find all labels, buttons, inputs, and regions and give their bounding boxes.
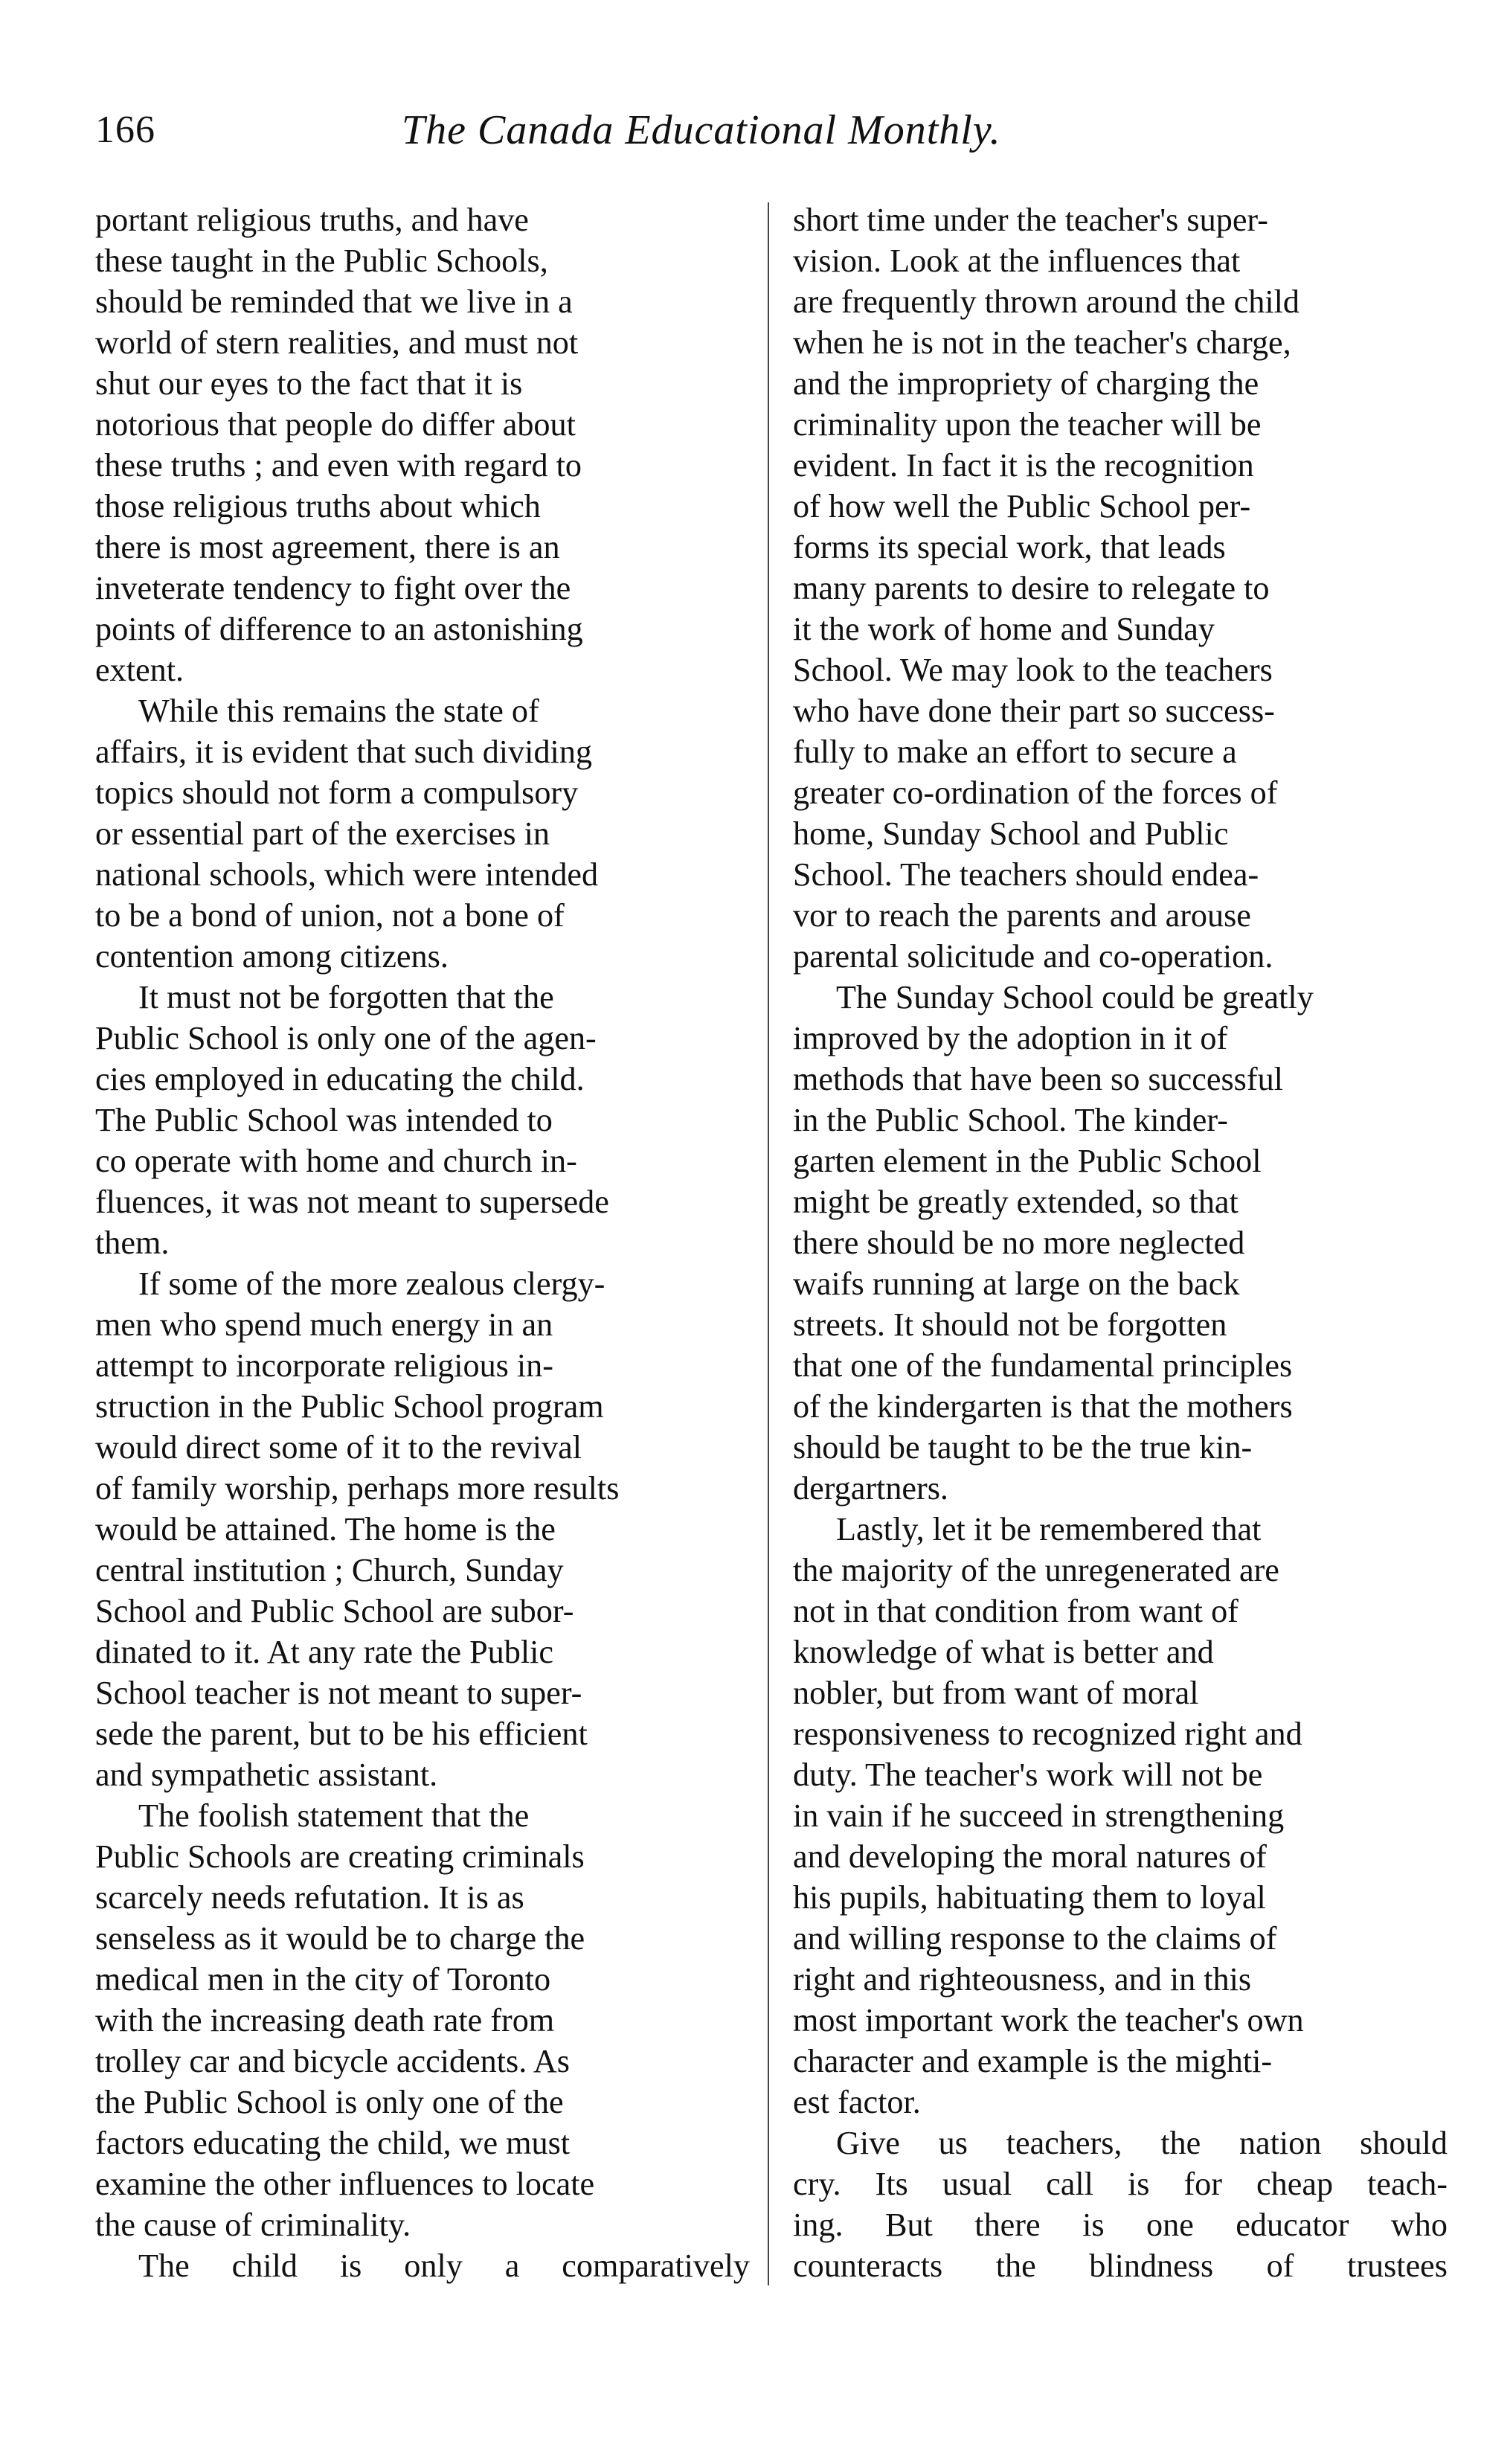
paragraph: portant religious truths, and have these taught in the Public Schools, should be reminded that we live in a world of stern realities, and must not shut our eyes to the fact that it is notorious that people do differ about these truths ; and even with regard to those religious truths about which there is most agreement, there is an inveterate tendency to fight over the points of difference to an astonishing extent. — [95, 202, 583, 688]
paragraph: The Sunday School could be greatly improved by the adoption in it of methods that have been so successful in the Public School. The kinder- garten element in the Public School might be greatly extended, so that there should be no more neglected waifs running at large on the back streets. It should not be forgotten that one of the fundamental principles of the kindergarten is that the mothers should be taught to be the true kin- dergartners. — [793, 979, 1314, 1507]
paragraph: While this remains the state of affairs, it is evident that such dividing topics should not form a compulsory or essential part of the exercises in national schools, which were intended to be a bond of union, not a bone of contention among citizens. — [95, 693, 599, 975]
right-column — [793, 199, 1448, 2286]
left-column — [95, 199, 750, 2286]
paragraph: It must not be forgotten that the Public School is only one of the agen- cies employed in educating the child. The Public School was intended to co operate with home and church in- fluences, it was not meant to supersede them. — [95, 979, 609, 1261]
running-header — [0, 104, 1510, 156]
paragraph: Lastly, let it be remembered that the majority of the unregenerated are not in that condition from want of knowledge of what is better and nobler, but from want of moral responsiveness to recognized right and duty. The teacher's work will not be in vain if he succeed in strengthening and developing the moral natures of his pupils, habituating them to loyal and willing response to the claims of right and righteousness, and in this most important work the teacher's own character and example is the mighti- est factor. — [793, 1511, 1304, 2120]
paragraph: If some of the more zealous clergy- men who spend much energy in an attempt to incorporate religious in- struction in the Public School program would direct some of it to the revival of family worship, perhaps more results would be attained. The home is the central institution ; Church, Sunday School and Public School are subor- dinated to it. At any rate the Public School teacher is not meant to super- sede the parent, but to be his efficient and sympathetic assistant. — [95, 1265, 620, 1793]
paragraph: The foolish statement that the Public Schools are creating criminals scarcely needs refutation. It is as senseless as it would be to charge the medical men in the city of Toronto with the increasing death rate from trolley car and bicycle accidents. As the Public School is only one of the factors educating the child, we must examine the other influences to locate the cause of criminality. — [95, 1797, 595, 2243]
column-divider — [768, 202, 769, 2285]
page-number: 166 — [95, 109, 155, 151]
paragraph: short time under the teacher's super- vision. Look at the influences that are frequently thrown around the child when he is not in the teacher's charge, and the impropriety of charging the criminality upon the teacher will be evident. In fact it is the recognition of how well the Public School per- forms its special work, that leads many parents to desire to relegate to it the work of home and Sunday School. We may look to the teachers who have done their part so success- fully to make an effort to secure a greater co-ordination of the forces of home, Sunday School and Public School. The teachers should endea- vor to reach the parents and arouse parental solicitude and co-operation. — [793, 202, 1299, 975]
journal-title: The Canada Educational Monthly. — [402, 107, 1001, 153]
paragraph: Give us teachers, the nation should cry. Its usual call is for cheap teach- ing. But there is one educator who counteracts the blindness of trustees — [793, 2125, 1448, 2284]
paragraph: The child is only a comparatively — [138, 2248, 750, 2284]
